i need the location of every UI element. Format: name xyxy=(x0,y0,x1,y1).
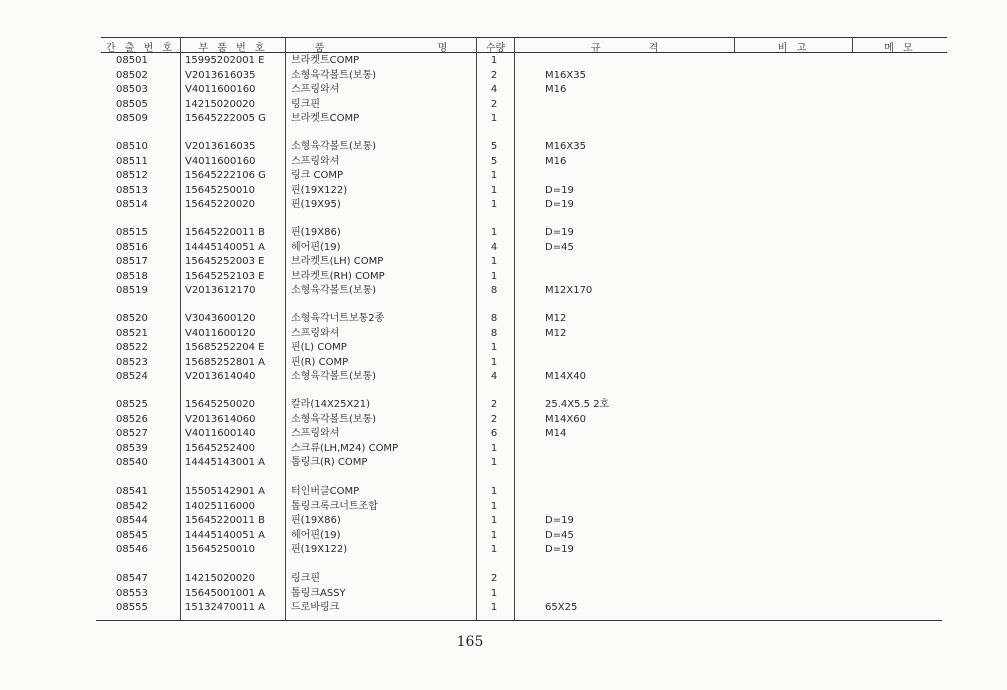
quantity: 2 xyxy=(490,69,498,81)
part-number: V2013614040 xyxy=(185,371,256,382)
part-name: 핀(R) COMP xyxy=(291,356,349,368)
part-number: 15645220020 xyxy=(185,199,255,210)
part-number: V2013616035 xyxy=(185,141,256,152)
quantity: 2 xyxy=(490,413,498,425)
part-number: 14215020020 xyxy=(185,98,255,110)
serial-number: 08512 xyxy=(116,170,148,181)
quantity: 2 xyxy=(490,399,498,410)
part-number: 15645252103 E xyxy=(185,270,265,282)
quantity: 2 xyxy=(490,573,498,584)
quantity: 1 xyxy=(490,256,498,267)
part-name: 터인버클COMP xyxy=(291,486,360,497)
quantity: 1 xyxy=(490,544,498,555)
column-divider xyxy=(514,37,515,620)
specification: D=19 xyxy=(545,199,574,210)
serial-number: 08546 xyxy=(116,544,148,555)
part-name: 핀(19X122) xyxy=(291,544,348,555)
part-number: 14445140051 A xyxy=(185,241,266,253)
part-number: V2013616035 xyxy=(185,69,256,81)
quantity: 5 xyxy=(490,155,498,167)
specification: 25.4X5.5 2호 xyxy=(545,399,610,410)
quantity: 1 xyxy=(490,199,498,210)
quantity: 1 xyxy=(490,342,498,353)
serial-number: 08516 xyxy=(116,241,148,253)
part-number: V4011600140 xyxy=(185,428,256,439)
serial-number: 08524 xyxy=(116,371,148,382)
quantity: 1 xyxy=(490,270,498,282)
quantity: 6 xyxy=(490,428,498,439)
column-divider xyxy=(476,37,477,620)
specification: D=19 xyxy=(545,227,574,238)
part-number: 15645250020 xyxy=(185,399,255,410)
part-number: 15132470011 A xyxy=(185,602,266,613)
part-number: 14215020020 xyxy=(185,573,255,584)
serial-number: 08502 xyxy=(116,69,148,81)
serial-number: 08539 xyxy=(116,442,148,454)
quantity: 1 xyxy=(490,227,498,238)
serial-number: 08514 xyxy=(116,199,148,210)
part-name: 톱링크(R) COMP xyxy=(291,457,368,468)
quantity: 1 xyxy=(490,602,498,613)
part-number: 15645252003 E xyxy=(185,256,265,267)
specification: 65X25 xyxy=(545,602,578,613)
quantity: 1 xyxy=(490,515,498,526)
part-name: 헤어핀(19) xyxy=(291,529,341,541)
part-number: V4011600160 xyxy=(185,84,256,95)
column-divider xyxy=(285,37,286,620)
part-name: 핀(19X86) xyxy=(291,515,341,526)
quantity: 1 xyxy=(490,587,498,599)
quantity: 1 xyxy=(490,486,498,497)
part-name: 핀(19X86) xyxy=(291,227,341,238)
part-number: 15645222106 G xyxy=(185,170,266,181)
serial-number: 08547 xyxy=(116,573,148,584)
serial-number: 08541 xyxy=(116,486,148,497)
part-name: 스프링와셔 xyxy=(291,327,340,339)
quantity: 8 xyxy=(490,313,498,324)
header-memo: 메 모 xyxy=(884,43,916,54)
part-name: 링크핀 xyxy=(291,573,320,584)
part-name: 스프링와셔 xyxy=(291,428,340,439)
quantity: 4 xyxy=(490,241,498,253)
specification: M16X35 xyxy=(545,69,586,81)
quantity: 1 xyxy=(490,55,498,66)
specification: D=19 xyxy=(545,184,574,196)
header-name: 품 명 xyxy=(314,43,448,54)
serial-number: 08519 xyxy=(116,285,148,296)
part-name: 브라켓트COMP xyxy=(291,55,360,66)
part-number: 15645252400 xyxy=(185,442,255,454)
part-name: 스프링와셔 xyxy=(291,155,340,167)
specification: M12 xyxy=(545,327,567,339)
serial-number: 08545 xyxy=(116,529,148,541)
quantity: 8 xyxy=(490,327,498,339)
specification: D=45 xyxy=(545,241,574,253)
part-number: 15995202001 E xyxy=(185,55,265,66)
part-number: V4011600120 xyxy=(185,327,256,339)
column-divider xyxy=(180,37,181,620)
part-name: 링크핀 xyxy=(291,98,320,110)
part-name: 브라켓트(RH) COMP xyxy=(291,270,385,282)
quantity: 4 xyxy=(490,371,498,382)
part-name: 톱링크록크너트조합 xyxy=(291,500,378,512)
specification: D=19 xyxy=(545,544,574,555)
serial-number: 08510 xyxy=(116,141,148,152)
quantity: 1 xyxy=(490,170,498,181)
quantity: 1 xyxy=(490,457,498,468)
part-name: 소형육각볼트(보통) xyxy=(291,413,377,425)
part-name: 칼라(14X25X21) xyxy=(291,399,370,410)
part-name: 브라켓트(LH) COMP xyxy=(291,256,384,267)
quantity: 4 xyxy=(490,84,498,95)
page-number: 165 xyxy=(456,634,484,650)
part-number: V2013614060 xyxy=(185,413,256,425)
part-name: 스크류(LH,M24) COMP xyxy=(291,442,399,454)
header-serial-no: 간 출 번 호 xyxy=(105,43,176,54)
serial-number: 08501 xyxy=(116,55,148,66)
quantity: 1 xyxy=(490,356,498,368)
header-part-no: 부 품 번 호 xyxy=(198,43,268,54)
specification: M16 xyxy=(545,84,567,95)
table-bottom-rule xyxy=(96,620,942,621)
quantity: 1 xyxy=(490,113,498,124)
part-name: 소형육각볼트(보통) xyxy=(291,69,377,81)
part-number: 15645222005 G xyxy=(185,113,266,124)
serial-number: 08509 xyxy=(116,113,148,124)
header-quantity: 수량 xyxy=(485,43,506,54)
specification: M12 xyxy=(545,313,567,324)
specification: M14X40 xyxy=(545,371,586,382)
quantity: 1 xyxy=(490,442,498,454)
part-number: 15685252204 E xyxy=(185,342,265,353)
specification: M14X60 xyxy=(545,413,586,425)
serial-number: 08522 xyxy=(116,342,148,353)
serial-number: 08526 xyxy=(116,413,148,425)
serial-number: 08523 xyxy=(116,356,148,368)
quantity: 2 xyxy=(490,98,498,110)
serial-number: 08521 xyxy=(116,327,148,339)
part-number: 15645250010 xyxy=(185,544,255,555)
serial-number: 08505 xyxy=(116,98,148,110)
part-name: 소형육각볼트(보통) xyxy=(291,141,377,152)
part-name: 헤어핀(19) xyxy=(291,241,341,253)
part-name: 핀(19X122) xyxy=(291,184,348,196)
serial-number: 08503 xyxy=(116,84,148,95)
serial-number: 08517 xyxy=(116,256,148,267)
part-name: 링크 COMP xyxy=(291,170,344,181)
part-number: 14445140051 A xyxy=(185,529,266,541)
serial-number: 08540 xyxy=(116,457,148,468)
serial-number: 08525 xyxy=(116,399,148,410)
serial-number: 08515 xyxy=(116,227,148,238)
part-name: 톱링크ASSY xyxy=(291,587,346,599)
specification: M12X170 xyxy=(545,285,593,296)
part-name: 핀(L) COMP xyxy=(291,342,347,353)
quantity: 1 xyxy=(490,529,498,541)
part-number: 14445143001 A xyxy=(185,457,266,468)
part-number: 15685252801 A xyxy=(185,356,266,368)
quantity: 1 xyxy=(490,500,498,512)
specification: M14 xyxy=(545,428,567,439)
serial-number: 08520 xyxy=(116,313,148,324)
serial-number: 08542 xyxy=(116,500,148,512)
specification: D=19 xyxy=(545,515,574,526)
header-spec: 규 격 xyxy=(590,43,659,54)
serial-number: 08513 xyxy=(116,184,148,196)
header-remarks: 비 고 xyxy=(777,43,810,54)
header-top-rule xyxy=(101,37,947,38)
serial-number: 08511 xyxy=(116,155,148,167)
quantity: 5 xyxy=(490,141,498,152)
part-number: 15645001001 A xyxy=(185,587,266,599)
part-number: 15645220011 B xyxy=(185,515,266,526)
serial-number: 08527 xyxy=(116,428,148,439)
quantity: 8 xyxy=(490,285,498,296)
part-name: 소형육각볼트(보통) xyxy=(291,285,377,296)
serial-number: 08544 xyxy=(116,515,148,526)
part-name: 소형육각볼트(보통) xyxy=(291,371,377,382)
part-number: V2013612170 xyxy=(185,285,256,296)
serial-number: 08518 xyxy=(116,270,148,282)
part-name: 핀(19X95) xyxy=(291,199,341,210)
serial-number: 08555 xyxy=(116,602,148,613)
part-number: V3043600120 xyxy=(185,313,256,324)
specification: D=45 xyxy=(545,529,574,541)
specification: M16X35 xyxy=(545,141,586,152)
serial-number: 08553 xyxy=(116,587,148,599)
part-name: 소형육각너트보통2종 xyxy=(291,313,385,324)
part-name: 드로바링크 xyxy=(291,602,340,613)
part-number: 15645220011 B xyxy=(185,227,266,238)
part-number: 15645250010 xyxy=(185,184,255,196)
part-name: 브라켓트COMP xyxy=(291,113,360,124)
quantity: 1 xyxy=(490,184,498,196)
part-number: 15505142901 A xyxy=(185,486,266,497)
part-number: V4011600160 xyxy=(185,155,256,167)
specification: M16 xyxy=(545,155,567,167)
part-name: 스프링와셔 xyxy=(291,84,340,95)
part-number: 14025116000 xyxy=(185,500,255,512)
